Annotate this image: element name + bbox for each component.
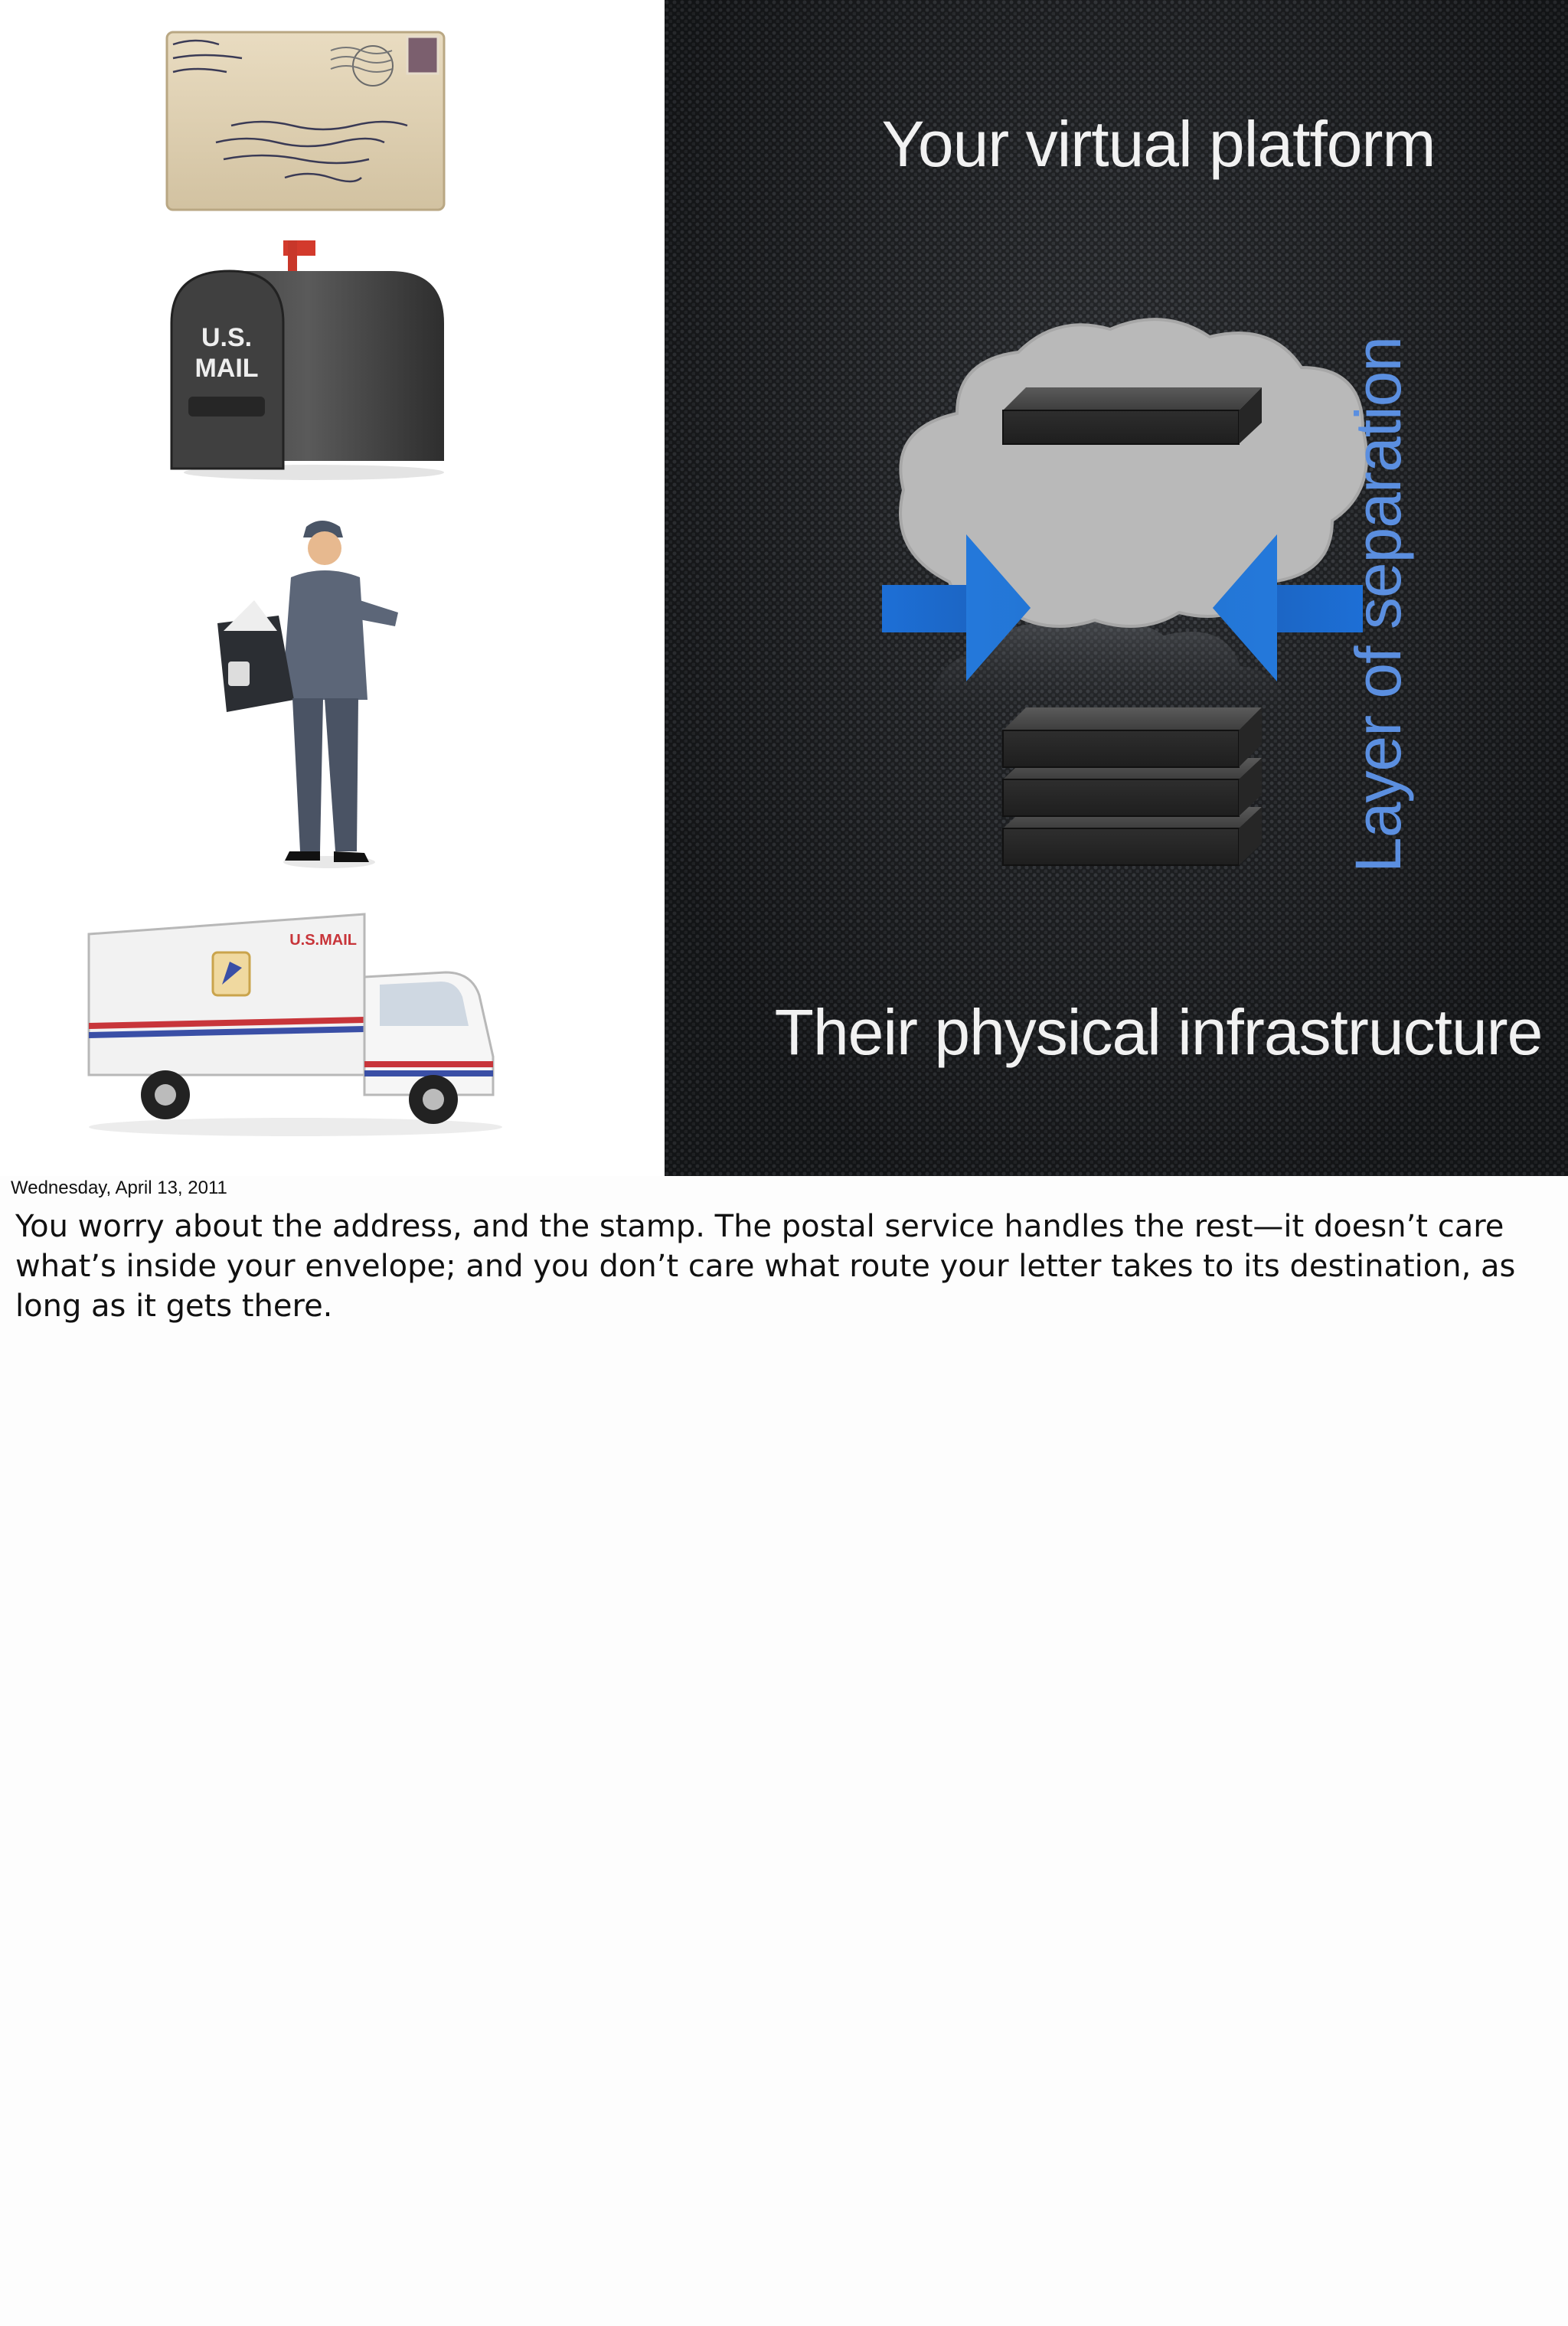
top-title: Your virtual platform bbox=[881, 108, 1436, 180]
truck-text: U.S.MAIL bbox=[289, 932, 357, 949]
physical-servers-icon bbox=[1003, 707, 1262, 865]
virtual-server-icon bbox=[1003, 387, 1262, 444]
speaker-notes: You worry about the address, and the stamp. The postal service handles the rest—it doesn’t care what’s inside your envelope; and you don’t care what route your letter takes to its destination, as long as it gets there. bbox=[15, 1209, 1516, 1324]
slide-date: Wednesday, April 13, 2011 bbox=[11, 1178, 227, 1198]
svg-text:MAIL: MAIL bbox=[194, 354, 259, 383]
mailbox-text: U.S. bbox=[201, 323, 253, 352]
layer-of-separation-label: Layer of separation bbox=[1342, 336, 1414, 873]
bottom-title: Their physical infrastructure bbox=[774, 996, 1543, 1068]
